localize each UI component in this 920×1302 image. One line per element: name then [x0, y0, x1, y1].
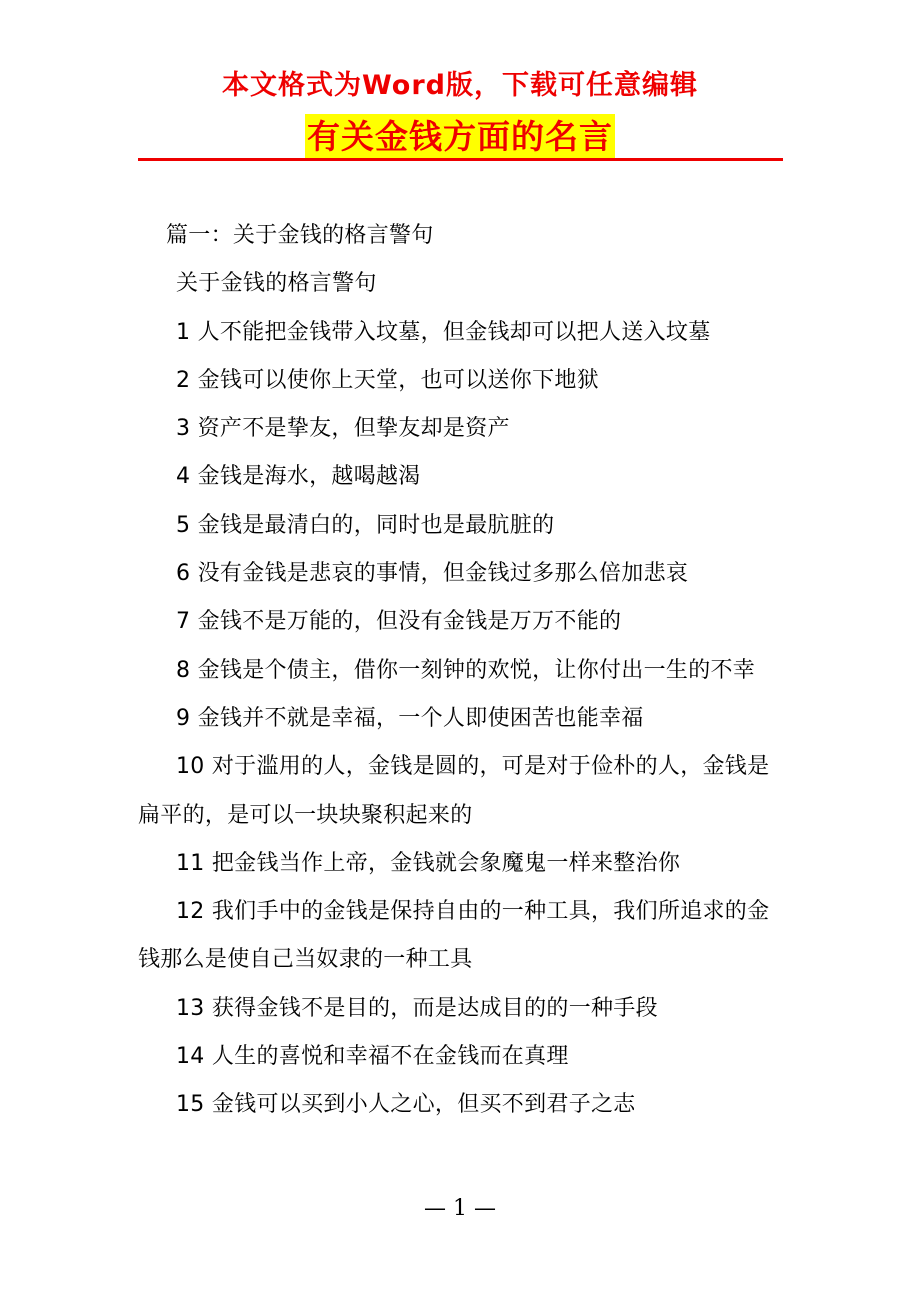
quote-item: 3 资产不是挚友，但挚友却是资产: [176, 416, 510, 442]
quote-item: 10 对于滥用的人，金钱是圆的，可是对于俭朴的人，金钱是扁平的，是可以一块块聚积起来的: [138, 754, 770, 828]
quote-item: 13 获得金钱不是目的，而是达成目的的一种手段: [176, 995, 658, 1021]
quote-item: 4 金钱是海水，越喝越渴: [176, 464, 421, 490]
quote-item: 7 金钱不是万能的，但没有金钱是万万不能的: [176, 609, 622, 635]
quote-item: 15 金钱可以买到小人之心，但买不到君子之志: [176, 1092, 636, 1118]
quote-item: 2 金钱可以使你上天堂，也可以送你下地狱: [176, 367, 599, 393]
quote-item: 8 金钱是个债主，借你一刻钟的欢悦，让你付出一生的不幸: [176, 657, 756, 683]
format-notice-banner: 本文格式为Word版，下载可任意编辑: [221, 70, 698, 101]
quote-item: 11 把金钱当作上帝，金钱就会象魔鬼一样来整治你: [176, 850, 681, 876]
document-body: [138, 212, 786, 1130]
subheading: 关于金钱的格言警句: [176, 271, 377, 297]
quote-item: 9 金钱并不就是幸福，一个人即使困苦也能幸福: [176, 705, 644, 731]
document-title: 有关金钱方面的名言: [305, 114, 615, 160]
quote-item: 6 没有金钱是悲哀的事情，但金钱过多那么倍加悲哀: [176, 561, 689, 587]
quote-item: 12 我们手中的金钱是保持自由的一种工具，我们所追求的金钱那么是使自己当奴隶的一种工具: [138, 899, 770, 973]
quote-item: 14 人生的喜悦和幸福不在金钱而在真理: [176, 1044, 569, 1070]
title-divider: [138, 158, 783, 161]
section-heading: 篇一：关于金钱的格言警句: [166, 223, 434, 248]
quote-item: 1 人不能把金钱带入坟墓，但金钱却可以把人送入坟墓: [176, 319, 711, 345]
quote-item: 5 金钱是最清白的，同时也是最肮脏的: [176, 512, 555, 538]
page-number: — 1 —: [424, 1196, 496, 1221]
title-container: [0, 114, 920, 160]
